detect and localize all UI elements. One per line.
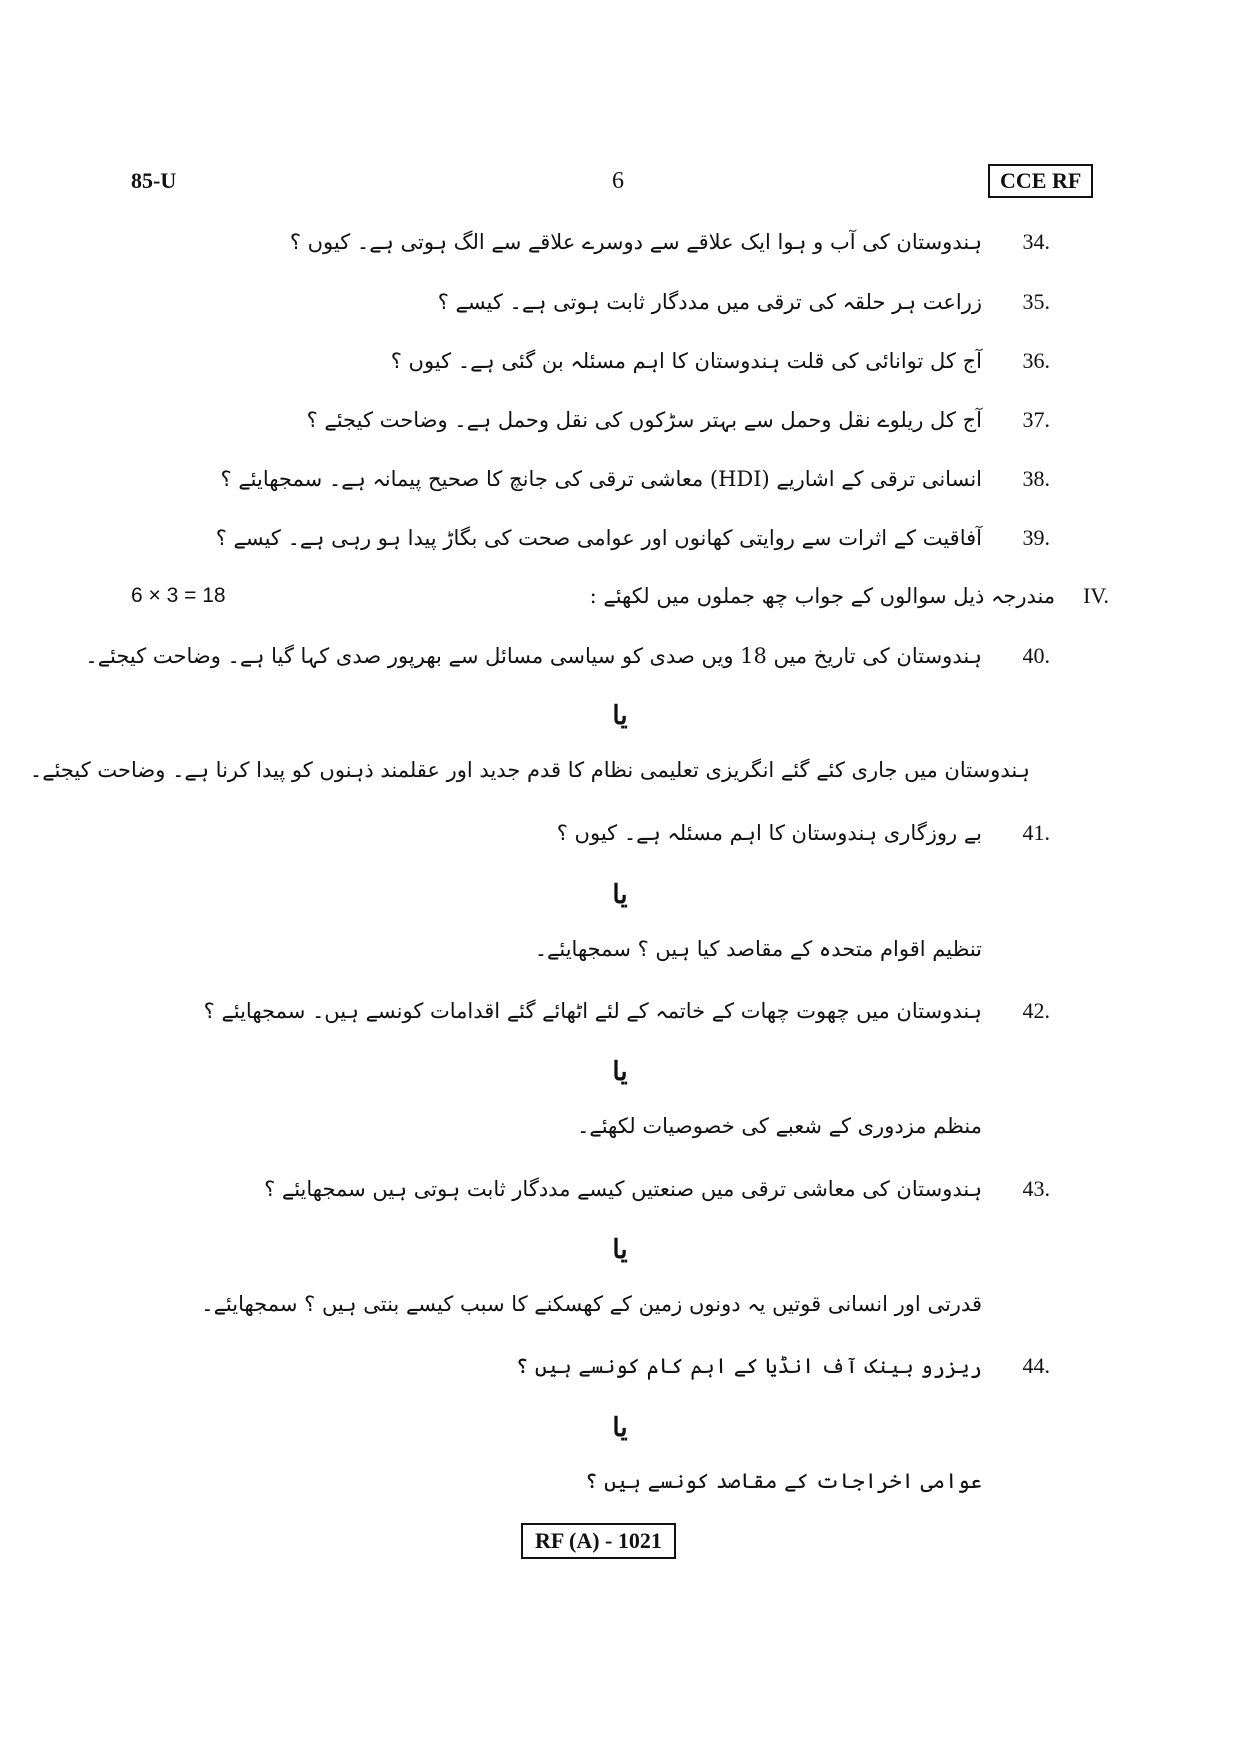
alternative-question: تنظیم اقوام متحدہ کے مقاصد کیا ہیں ؟ سمجھایئے۔ — [534, 937, 982, 961]
question-40 — [85, 638, 1050, 674]
question-text: ہندوستان کی تاریخ میں 18 ویں صدی کو سیاسی مسائل سے بھرپور صدی کہا گیا ہے۔ وضاحت کیجئے۔ — [85, 644, 982, 668]
question-text: زراعت ہر حلقہ کی ترقی میں مددگار ثابت ہوتی ہے۔ کیسے ؟ — [437, 290, 982, 314]
question-text: ہندوستان میں چھوت چھات کے خاتمہ کے لئے اٹھائے گئے اقدامات کونسے ہیں۔ سمجھایئے ؟ — [203, 999, 982, 1023]
question-number: 40. — [1022, 643, 1050, 668]
or-label: یا — [612, 880, 628, 910]
alternative-question: ہندوستان میں جاری کئے گئے انگریزی تعلیمی نظام کا قدم جدید اور عقلمند ذہنوں کو پیدا کرنا ہے۔ وضاحت کیجئے۔ — [29, 758, 1030, 782]
question-text: ہندوستان کی آب و ہوا ایک علاقے سے دوسرے علاقے سے الگ ہوتی ہے۔ کیوں ؟ — [289, 230, 982, 254]
question-number: 34. — [1022, 229, 1050, 254]
question-number: 44. — [1022, 1353, 1050, 1378]
question-text: آج کل توانائی کی قلت ہندوستان کا اہم مسئلہ بن گئی ہے۔ کیوں ؟ — [390, 349, 982, 373]
question-number: 36. — [1022, 348, 1050, 373]
alternative-question: منظم مزدوری کے شعبے کی خصوصیات لکھئے۔ — [577, 1114, 982, 1138]
series-label: CCE RF — [988, 164, 1093, 198]
or-label: یا — [612, 701, 628, 731]
question-text: ہندوستان کی معاشی ترقی میں صنعتیں کیسے مددگار ثابت ہوتی ہیں سمجھایئے ؟ — [264, 1177, 982, 1201]
paper-code: 85-U — [131, 168, 177, 193]
question-number: 42. — [1022, 998, 1050, 1023]
question-number: 43. — [1022, 1176, 1050, 1201]
section-heading — [590, 578, 1109, 614]
question-34 — [290, 224, 1050, 260]
alternative-question: عوامی اخراجات کے مقاصد کونسے ہیں ؟ — [585, 1469, 982, 1493]
question-text: آفاقیت کے اثرات سے روایتی کھانوں اور عوامی صحت کی بگاڑ پیدا ہو رہی ہے۔ کیسے ؟ — [215, 526, 982, 550]
question-text: ریزرو بینک آف انڈیا کے اہم کام کونسے ہیں ؟ — [515, 1354, 982, 1378]
question-42 — [204, 993, 1050, 1029]
question-number: 39. — [1022, 525, 1050, 550]
question-number: 37. — [1022, 407, 1050, 432]
question-41 — [557, 815, 1050, 851]
question-37 — [307, 402, 1050, 438]
or-label: یا — [612, 1413, 628, 1443]
question-38 — [221, 461, 1050, 497]
question-number: 38. — [1022, 466, 1050, 491]
question-text: آج کل ریلوے نقل وحمل سے بہتر سڑکوں کی نقل وحمل ہے۔ وضاحت کیجئے ؟ — [306, 408, 982, 432]
question-number: 35. — [1022, 289, 1050, 314]
question-number: 41. — [1022, 820, 1050, 845]
or-label: یا — [612, 1057, 628, 1087]
question-36 — [391, 343, 1050, 379]
section-instruction: مندرجہ ذیل سوالوں کے جواب چھ جملوں میں لکھئے : — [589, 584, 1056, 608]
or-label: یا — [612, 1235, 628, 1265]
question-44 — [516, 1348, 1050, 1384]
question-43 — [264, 1171, 1050, 1207]
page-number: 6 — [612, 168, 624, 194]
question-text: انسانی ترقی کے اشاریے (HDI) معاشی ترقی کی جانچ کا صحیح پیمانہ ہے۔ سمجھایئے ؟ — [220, 467, 982, 491]
footer-code: RF (A) - 1021 — [521, 1523, 676, 1559]
section-number: IV. — [1083, 583, 1109, 608]
question-text: بے روزگاری ہندوستان کا اہم مسئلہ ہے۔ کیوں ؟ — [556, 821, 982, 845]
alternative-question: قدرتی اور انسانی قوتیں یہ دونوں زمین کے کھسکنے کا سبب کیسے بنتی ہیں ؟ سمجھایئے۔ — [201, 1292, 982, 1316]
section-marks: 6 × 3 = 18 — [131, 584, 226, 607]
question-39 — [216, 520, 1050, 556]
question-35 — [438, 284, 1050, 320]
